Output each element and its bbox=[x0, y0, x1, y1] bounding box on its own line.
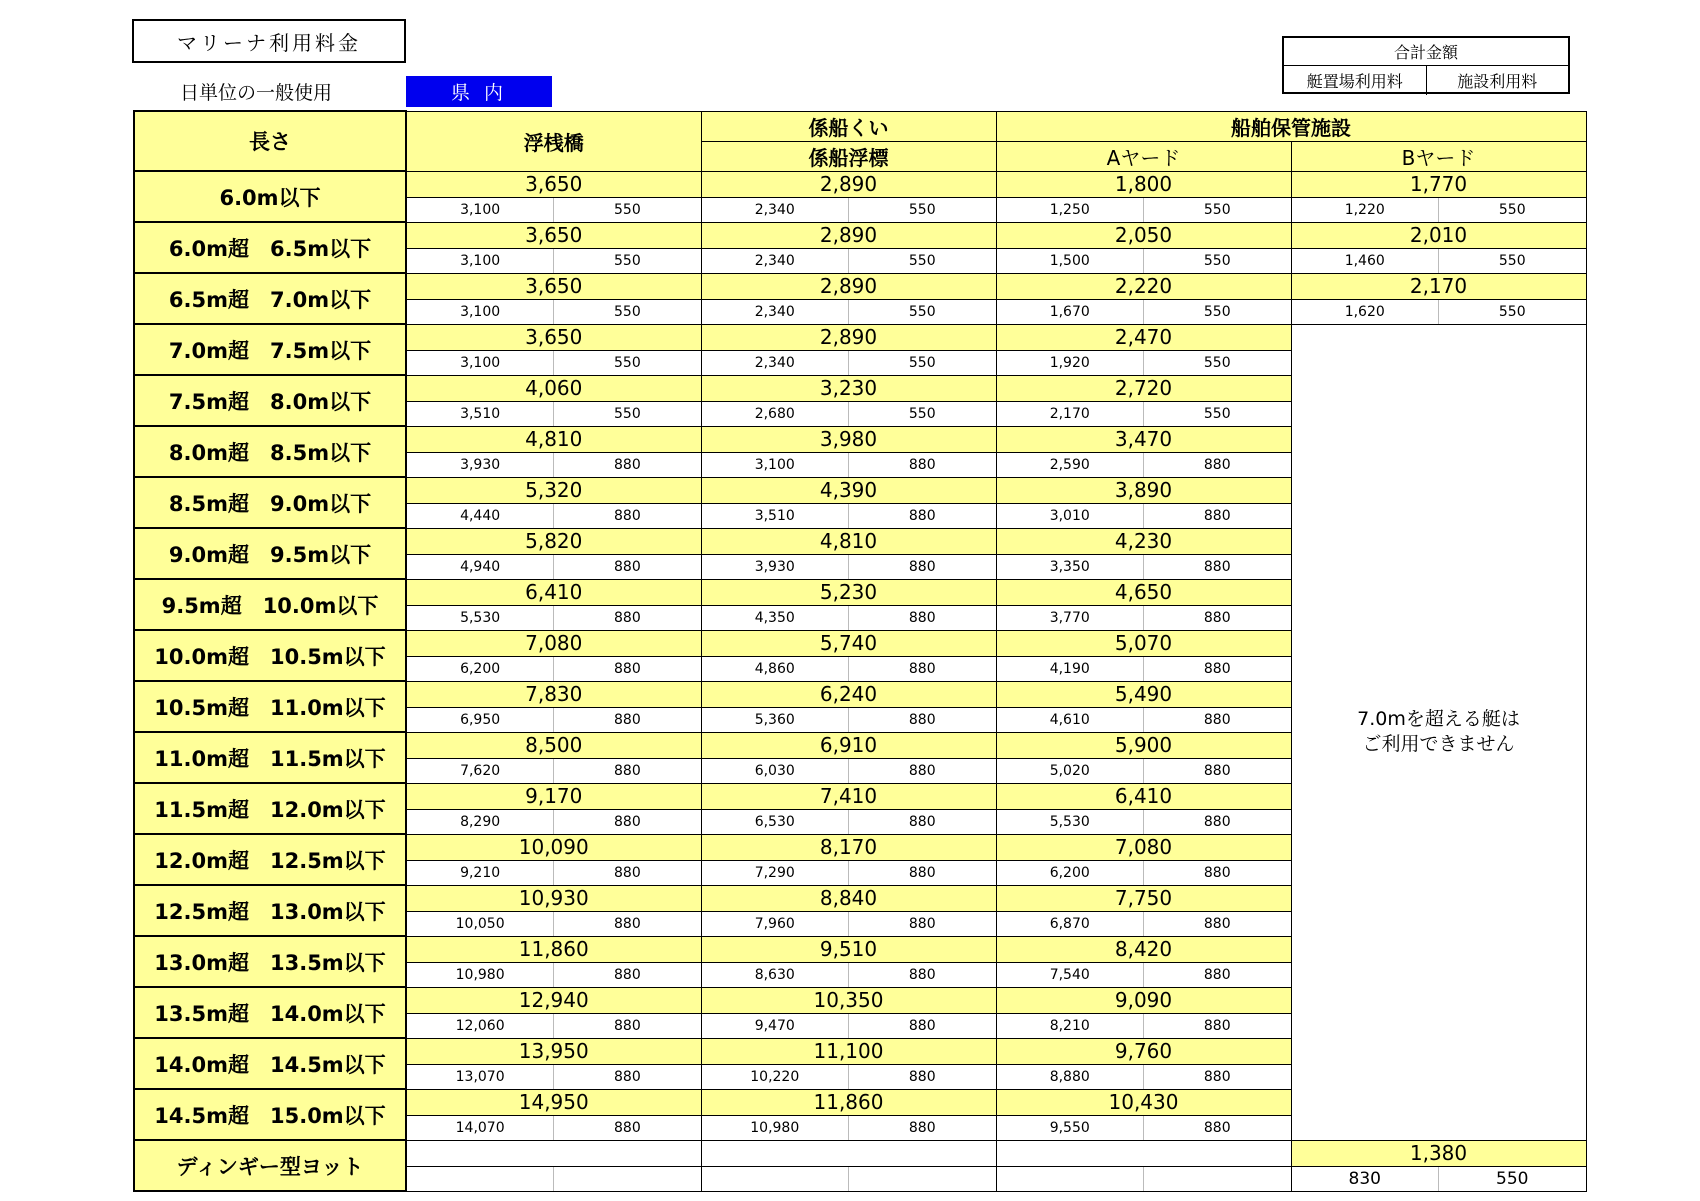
fee-c3-total: 7,750 bbox=[996, 885, 1291, 911]
fee-c2-storage-fee: 2,340 bbox=[702, 198, 850, 222]
fee-c1-total: 7,830 bbox=[406, 681, 701, 707]
fee-c3-facility-fee: 550 bbox=[1203, 354, 1231, 371]
fee-c2-facility-fee: 880 bbox=[908, 456, 936, 473]
fee-c3-facility-fee: 880 bbox=[1203, 507, 1231, 524]
note-line-2: ご利用できません bbox=[1362, 733, 1515, 755]
fee-c1-facility-fee: 550 bbox=[614, 405, 641, 422]
fee-c3-total: 1,800 bbox=[996, 171, 1291, 197]
fee-c1-storage-fee: 12,060 bbox=[407, 1014, 554, 1038]
empty-cell bbox=[701, 1140, 996, 1166]
fee-c1-storage-fee: 3,510 bbox=[407, 402, 554, 426]
fee-c2-total: 7,410 bbox=[701, 783, 996, 809]
fee-c2-storage-fee: 5,360 bbox=[702, 708, 850, 732]
length-label: 10.0m超 10.5m以下 bbox=[134, 630, 406, 681]
fee-c2-total: 6,910 bbox=[701, 732, 996, 758]
fee-c1-facility-fee: 880 bbox=[614, 813, 641, 830]
length-label: 7.0m超 7.5m以下 bbox=[134, 324, 406, 375]
length-label: 6.5m超 7.0m以下 bbox=[134, 273, 406, 324]
fee-c2-storage-fee: 6,530 bbox=[702, 810, 850, 834]
fee-c2-storage-fee: 2,680 bbox=[702, 402, 850, 426]
length-label: 8.5m超 9.0m以下 bbox=[134, 477, 406, 528]
fee-c1-facility-fee: 880 bbox=[614, 507, 641, 524]
fee-c1-storage-fee: 3,100 bbox=[407, 198, 554, 222]
header-length: 長さ bbox=[134, 111, 406, 171]
length-label: 13.0m超 13.5m以下 bbox=[134, 936, 406, 987]
fee-c2-total: 11,100 bbox=[701, 1038, 996, 1064]
fee-c2-storage-fee: 7,960 bbox=[702, 912, 850, 936]
fee-c2-storage-fee: 10,980 bbox=[702, 1116, 850, 1140]
fee-c1-storage-fee: 13,070 bbox=[407, 1065, 554, 1089]
fee-c1-facility-fee: 550 bbox=[614, 354, 641, 371]
fee-c1-facility-fee: 880 bbox=[614, 915, 641, 932]
fee-c1-total: 6,410 bbox=[406, 579, 701, 605]
fee-c3-total: 2,720 bbox=[996, 375, 1291, 401]
table-row bbox=[134, 273, 1586, 299]
fee-c2-storage-fee: 2,340 bbox=[702, 351, 850, 375]
fee-c4-storage-fee: 1,220 bbox=[1292, 198, 1440, 222]
fee-c2-total: 5,740 bbox=[701, 630, 996, 656]
fee-c1-storage-fee: 10,980 bbox=[407, 963, 554, 987]
fee-c1-storage-fee: 6,950 bbox=[407, 708, 554, 732]
usage-type-label: 日単位の一般使用 bbox=[180, 82, 333, 104]
fee-c3-total: 3,890 bbox=[996, 477, 1291, 503]
fee-c3-facility-fee: 880 bbox=[1203, 1017, 1231, 1034]
fee-c1-storage-fee: 3,930 bbox=[407, 453, 554, 477]
fee-c3-total: 10,430 bbox=[996, 1089, 1291, 1115]
fee-c1-facility-fee: 880 bbox=[614, 762, 641, 779]
fee-c3-facility-fee: 880 bbox=[1203, 711, 1231, 728]
table-row bbox=[134, 324, 1586, 350]
fee-c3-storage-fee: 8,210 bbox=[997, 1014, 1145, 1038]
fee-c2-total: 8,840 bbox=[701, 885, 996, 911]
empty-cell bbox=[701, 1166, 996, 1191]
header-yard-b: Bヤード bbox=[1291, 141, 1586, 171]
fee-c1-facility-fee: 550 bbox=[614, 201, 641, 218]
fee-c1-total: 3,650 bbox=[406, 324, 701, 350]
fee-c2-total: 6,240 bbox=[701, 681, 996, 707]
length-label: 7.5m超 8.0m以下 bbox=[134, 375, 406, 426]
header-mooring-buoy: 係船浮標 bbox=[701, 141, 996, 171]
fee-c1-total: 12,940 bbox=[406, 987, 701, 1013]
fee-c3-total: 4,230 bbox=[996, 528, 1291, 554]
legend-box bbox=[1282, 36, 1570, 94]
fee-c3-storage-fee: 5,530 bbox=[997, 810, 1145, 834]
fee-c4-total: 1,770 bbox=[1291, 171, 1586, 197]
fee-c2-facility-fee: 880 bbox=[908, 813, 936, 830]
fee-c1-total: 3,650 bbox=[406, 171, 701, 197]
length-label: 11.5m超 12.0m以下 bbox=[134, 783, 406, 834]
fee-c2-total: 11,860 bbox=[701, 1089, 996, 1115]
fee-c1-total: 5,320 bbox=[406, 477, 701, 503]
fee-c3-storage-fee: 7,540 bbox=[997, 963, 1145, 987]
fee-c2-total: 5,230 bbox=[701, 579, 996, 605]
fee-c1-total: 13,950 bbox=[406, 1038, 701, 1064]
header-mooring-pile: 係船くい bbox=[701, 111, 996, 141]
fee-c3-storage-fee: 6,870 bbox=[997, 912, 1145, 936]
fee-c3-total: 2,050 bbox=[996, 222, 1291, 248]
fee-table bbox=[133, 110, 1587, 1192]
fee-c3-total: 5,900 bbox=[996, 732, 1291, 758]
fee-c1-facility-fee: 550 bbox=[614, 252, 641, 269]
length-label: 14.0m超 14.5m以下 bbox=[134, 1038, 406, 1089]
empty-cell bbox=[996, 1140, 1291, 1166]
fee-c1-total: 3,650 bbox=[406, 273, 701, 299]
empty-cell bbox=[406, 1166, 701, 1191]
fee-c3-storage-fee: 4,190 bbox=[997, 657, 1145, 681]
fee-c3-storage-fee: 3,350 bbox=[997, 555, 1145, 579]
fee-c3-facility-fee: 880 bbox=[1203, 660, 1231, 677]
prefecture-badge: 県 内 bbox=[406, 76, 552, 107]
fee-c3-facility-fee: 880 bbox=[1203, 1068, 1231, 1085]
fee-c1-facility-fee: 880 bbox=[614, 711, 641, 728]
fee-c1-total: 4,060 bbox=[406, 375, 701, 401]
fee-c3-storage-fee: 6,200 bbox=[997, 861, 1145, 885]
fee-c2-total: 3,980 bbox=[701, 426, 996, 452]
fee-c2-storage-fee: 4,350 bbox=[702, 606, 850, 630]
fee-c3-total: 4,650 bbox=[996, 579, 1291, 605]
length-label: 12.5m超 13.0m以下 bbox=[134, 885, 406, 936]
fee-c2-facility-fee: 550 bbox=[908, 405, 936, 422]
legend-total: 合計金額 bbox=[1284, 38, 1568, 66]
legend-facility-fee: 施設利用料 bbox=[1457, 72, 1538, 91]
fee-c2-storage-fee: 4,860 bbox=[702, 657, 850, 681]
fee-c1-facility-fee: 880 bbox=[614, 1119, 641, 1136]
fee-c3-facility-fee: 550 bbox=[1203, 405, 1231, 422]
length-label: 12.0m超 12.5m以下 bbox=[134, 834, 406, 885]
fee-c3-facility-fee: 550 bbox=[1203, 252, 1231, 269]
fee-c2-storage-fee: 7,290 bbox=[702, 861, 850, 885]
dinghy-yard-b-storage-fee: 830 bbox=[1292, 1167, 1440, 1191]
fee-c2-facility-fee: 880 bbox=[908, 1017, 936, 1034]
fee-c3-storage-fee: 2,590 bbox=[997, 453, 1145, 477]
fee-c3-storage-fee: 1,500 bbox=[997, 249, 1145, 273]
fee-c2-storage-fee: 10,220 bbox=[702, 1065, 850, 1089]
fee-c3-total: 2,220 bbox=[996, 273, 1291, 299]
length-label: 11.0m超 11.5m以下 bbox=[134, 732, 406, 783]
fee-c3-facility-fee: 880 bbox=[1203, 966, 1231, 983]
fee-c3-total: 7,080 bbox=[996, 834, 1291, 860]
fee-c3-storage-fee: 3,770 bbox=[997, 606, 1145, 630]
fee-c1-total: 10,090 bbox=[406, 834, 701, 860]
fee-c1-total: 8,500 bbox=[406, 732, 701, 758]
length-label: 13.5m超 14.0m以下 bbox=[134, 987, 406, 1038]
fee-c3-storage-fee: 4,610 bbox=[997, 708, 1145, 732]
fee-c2-total: 10,350 bbox=[701, 987, 996, 1013]
fee-c3-facility-fee: 550 bbox=[1203, 201, 1231, 218]
yard-b-unavailable-note bbox=[1291, 324, 1586, 1140]
fee-c2-facility-fee: 880 bbox=[908, 762, 936, 779]
header-floating-pier: 浮桟橋 bbox=[406, 111, 701, 171]
fee-c3-facility-fee: 880 bbox=[1203, 813, 1231, 830]
fee-c2-facility-fee: 880 bbox=[908, 609, 936, 626]
fee-c2-total: 4,390 bbox=[701, 477, 996, 503]
fee-c2-total: 2,890 bbox=[701, 273, 996, 299]
fee-c1-total: 3,650 bbox=[406, 222, 701, 248]
fee-c1-facility-fee: 550 bbox=[614, 303, 641, 320]
fee-c1-storage-fee: 6,200 bbox=[407, 657, 554, 681]
fee-c4-storage-fee: 1,620 bbox=[1292, 300, 1440, 324]
fee-c2-facility-fee: 880 bbox=[908, 915, 936, 932]
fee-c3-facility-fee: 880 bbox=[1203, 456, 1231, 473]
fee-c3-storage-fee: 1,250 bbox=[997, 198, 1145, 222]
fee-c3-facility-fee: 880 bbox=[1203, 915, 1231, 932]
fee-c2-facility-fee: 550 bbox=[908, 201, 936, 218]
fee-c2-facility-fee: 880 bbox=[908, 660, 936, 677]
fee-c2-facility-fee: 880 bbox=[908, 711, 936, 728]
fee-c3-storage-fee: 1,920 bbox=[997, 351, 1145, 375]
fee-c2-facility-fee: 880 bbox=[908, 864, 936, 881]
fee-c1-facility-fee: 880 bbox=[614, 864, 641, 881]
fee-c3-total: 5,070 bbox=[996, 630, 1291, 656]
dinghy-label: ディンギー型ヨット bbox=[134, 1140, 406, 1191]
fee-c2-storage-fee: 2,340 bbox=[702, 300, 850, 324]
fee-c3-storage-fee: 3,010 bbox=[997, 504, 1145, 528]
length-label: 10.5m超 11.0m以下 bbox=[134, 681, 406, 732]
header-storage-facility: 船舶保管施設 bbox=[996, 111, 1586, 141]
fee-c4-facility-fee: 550 bbox=[1498, 201, 1526, 218]
fee-c2-total: 9,510 bbox=[701, 936, 996, 962]
length-label: 14.5m超 15.0m以下 bbox=[134, 1089, 406, 1140]
fee-c1-total: 11,860 bbox=[406, 936, 701, 962]
fee-c2-facility-fee: 880 bbox=[908, 966, 936, 983]
fee-c1-storage-fee: 9,210 bbox=[407, 861, 554, 885]
fee-c1-facility-fee: 880 bbox=[614, 456, 641, 473]
header-yard-a: Aヤード bbox=[996, 141, 1291, 171]
fee-c3-facility-fee: 880 bbox=[1203, 609, 1231, 626]
fee-c4-storage-fee: 1,460 bbox=[1292, 249, 1440, 273]
fee-c1-storage-fee: 7,620 bbox=[407, 759, 554, 783]
fee-c1-total: 7,080 bbox=[406, 630, 701, 656]
fee-c1-facility-fee: 880 bbox=[614, 1017, 641, 1034]
fee-c2-facility-fee: 550 bbox=[908, 303, 936, 320]
dinghy-yard-b-total: 1,380 bbox=[1291, 1140, 1586, 1166]
fee-c3-facility-fee: 880 bbox=[1203, 762, 1231, 779]
note-line-1: 7.0mを超える艇は bbox=[1357, 708, 1520, 730]
fee-c2-total: 8,170 bbox=[701, 834, 996, 860]
fee-c1-total: 10,930 bbox=[406, 885, 701, 911]
empty-cell bbox=[996, 1166, 1291, 1191]
fee-c2-facility-fee: 880 bbox=[908, 1119, 936, 1136]
fee-c1-storage-fee: 3,100 bbox=[407, 300, 554, 324]
fee-c2-facility-fee: 550 bbox=[908, 354, 936, 371]
fee-c3-storage-fee: 9,550 bbox=[997, 1116, 1145, 1140]
fee-c1-total: 14,950 bbox=[406, 1089, 701, 1115]
fee-c2-storage-fee: 9,470 bbox=[702, 1014, 850, 1038]
fee-c3-facility-fee: 880 bbox=[1203, 864, 1231, 881]
fee-c2-total: 4,810 bbox=[701, 528, 996, 554]
dinghy-yard-b-facility-fee: 550 bbox=[1496, 1168, 1529, 1189]
fee-c1-storage-fee: 4,440 bbox=[407, 504, 554, 528]
table-row bbox=[134, 222, 1586, 248]
fee-c1-facility-fee: 880 bbox=[614, 1068, 641, 1085]
fee-c1-total: 5,820 bbox=[406, 528, 701, 554]
fee-c1-storage-fee: 3,100 bbox=[407, 351, 554, 375]
length-label: 6.0m超 6.5m以下 bbox=[134, 222, 406, 273]
legend-storage-fee: 艇置場利用料 bbox=[1284, 66, 1427, 95]
fee-c1-storage-fee: 5,530 bbox=[407, 606, 554, 630]
length-label: 6.0m以下 bbox=[134, 171, 406, 222]
fee-c1-storage-fee: 14,070 bbox=[407, 1116, 554, 1140]
fee-c2-facility-fee: 880 bbox=[908, 1068, 936, 1085]
fee-c2-total: 2,890 bbox=[701, 324, 996, 350]
fee-c1-total: 4,810 bbox=[406, 426, 701, 452]
fee-c2-facility-fee: 550 bbox=[908, 252, 936, 269]
fee-c2-storage-fee: 3,930 bbox=[702, 555, 850, 579]
fee-c2-total: 3,230 bbox=[701, 375, 996, 401]
fee-c2-storage-fee: 6,030 bbox=[702, 759, 850, 783]
empty-cell bbox=[406, 1140, 701, 1166]
fee-c1-storage-fee: 8,290 bbox=[407, 810, 554, 834]
fee-c2-facility-fee: 880 bbox=[908, 558, 936, 575]
table-row bbox=[134, 171, 1586, 197]
fee-c3-total: 8,420 bbox=[996, 936, 1291, 962]
fee-c1-facility-fee: 880 bbox=[614, 660, 641, 677]
fee-c1-facility-fee: 880 bbox=[614, 609, 641, 626]
fee-c4-total: 2,010 bbox=[1291, 222, 1586, 248]
fee-c3-total: 9,760 bbox=[996, 1038, 1291, 1064]
fee-c3-storage-fee: 5,020 bbox=[997, 759, 1145, 783]
fee-c2-total: 2,890 bbox=[701, 171, 996, 197]
table-row bbox=[134, 1140, 1586, 1166]
fee-c4-facility-fee: 550 bbox=[1498, 303, 1526, 320]
fee-c3-facility-fee: 880 bbox=[1203, 558, 1231, 575]
fee-c2-facility-fee: 880 bbox=[908, 507, 936, 524]
fee-c4-facility-fee: 550 bbox=[1498, 252, 1526, 269]
fee-c3-total: 5,490 bbox=[996, 681, 1291, 707]
length-label: 9.0m超 9.5m以下 bbox=[134, 528, 406, 579]
fee-c1-facility-fee: 880 bbox=[614, 558, 641, 575]
fee-c2-storage-fee: 3,510 bbox=[702, 504, 850, 528]
length-label: 8.0m超 8.5m以下 bbox=[134, 426, 406, 477]
fee-c1-storage-fee: 10,050 bbox=[407, 912, 554, 936]
fee-c1-storage-fee: 3,100 bbox=[407, 249, 554, 273]
fee-c3-total: 9,090 bbox=[996, 987, 1291, 1013]
fee-c3-total: 6,410 bbox=[996, 783, 1291, 809]
fee-c1-facility-fee: 880 bbox=[614, 966, 641, 983]
fee-c3-storage-fee: 2,170 bbox=[997, 402, 1145, 426]
fee-c2-storage-fee: 3,100 bbox=[702, 453, 850, 477]
fee-c3-storage-fee: 8,880 bbox=[997, 1065, 1145, 1089]
fee-c3-facility-fee: 880 bbox=[1203, 1119, 1231, 1136]
fee-c2-total: 2,890 bbox=[701, 222, 996, 248]
fee-c1-storage-fee: 4,940 bbox=[407, 555, 554, 579]
fee-c3-total: 2,470 bbox=[996, 324, 1291, 350]
fee-c2-storage-fee: 2,340 bbox=[702, 249, 850, 273]
fee-c3-total: 3,470 bbox=[996, 426, 1291, 452]
page-title: マリーナ利用料金 bbox=[132, 19, 406, 63]
length-label: 9.5m超 10.0m以下 bbox=[134, 579, 406, 630]
fee-c1-total: 9,170 bbox=[406, 783, 701, 809]
fee-c3-storage-fee: 1,670 bbox=[997, 300, 1145, 324]
fee-c4-total: 2,170 bbox=[1291, 273, 1586, 299]
fee-c2-storage-fee: 8,630 bbox=[702, 963, 850, 987]
fee-c3-facility-fee: 550 bbox=[1203, 303, 1231, 320]
